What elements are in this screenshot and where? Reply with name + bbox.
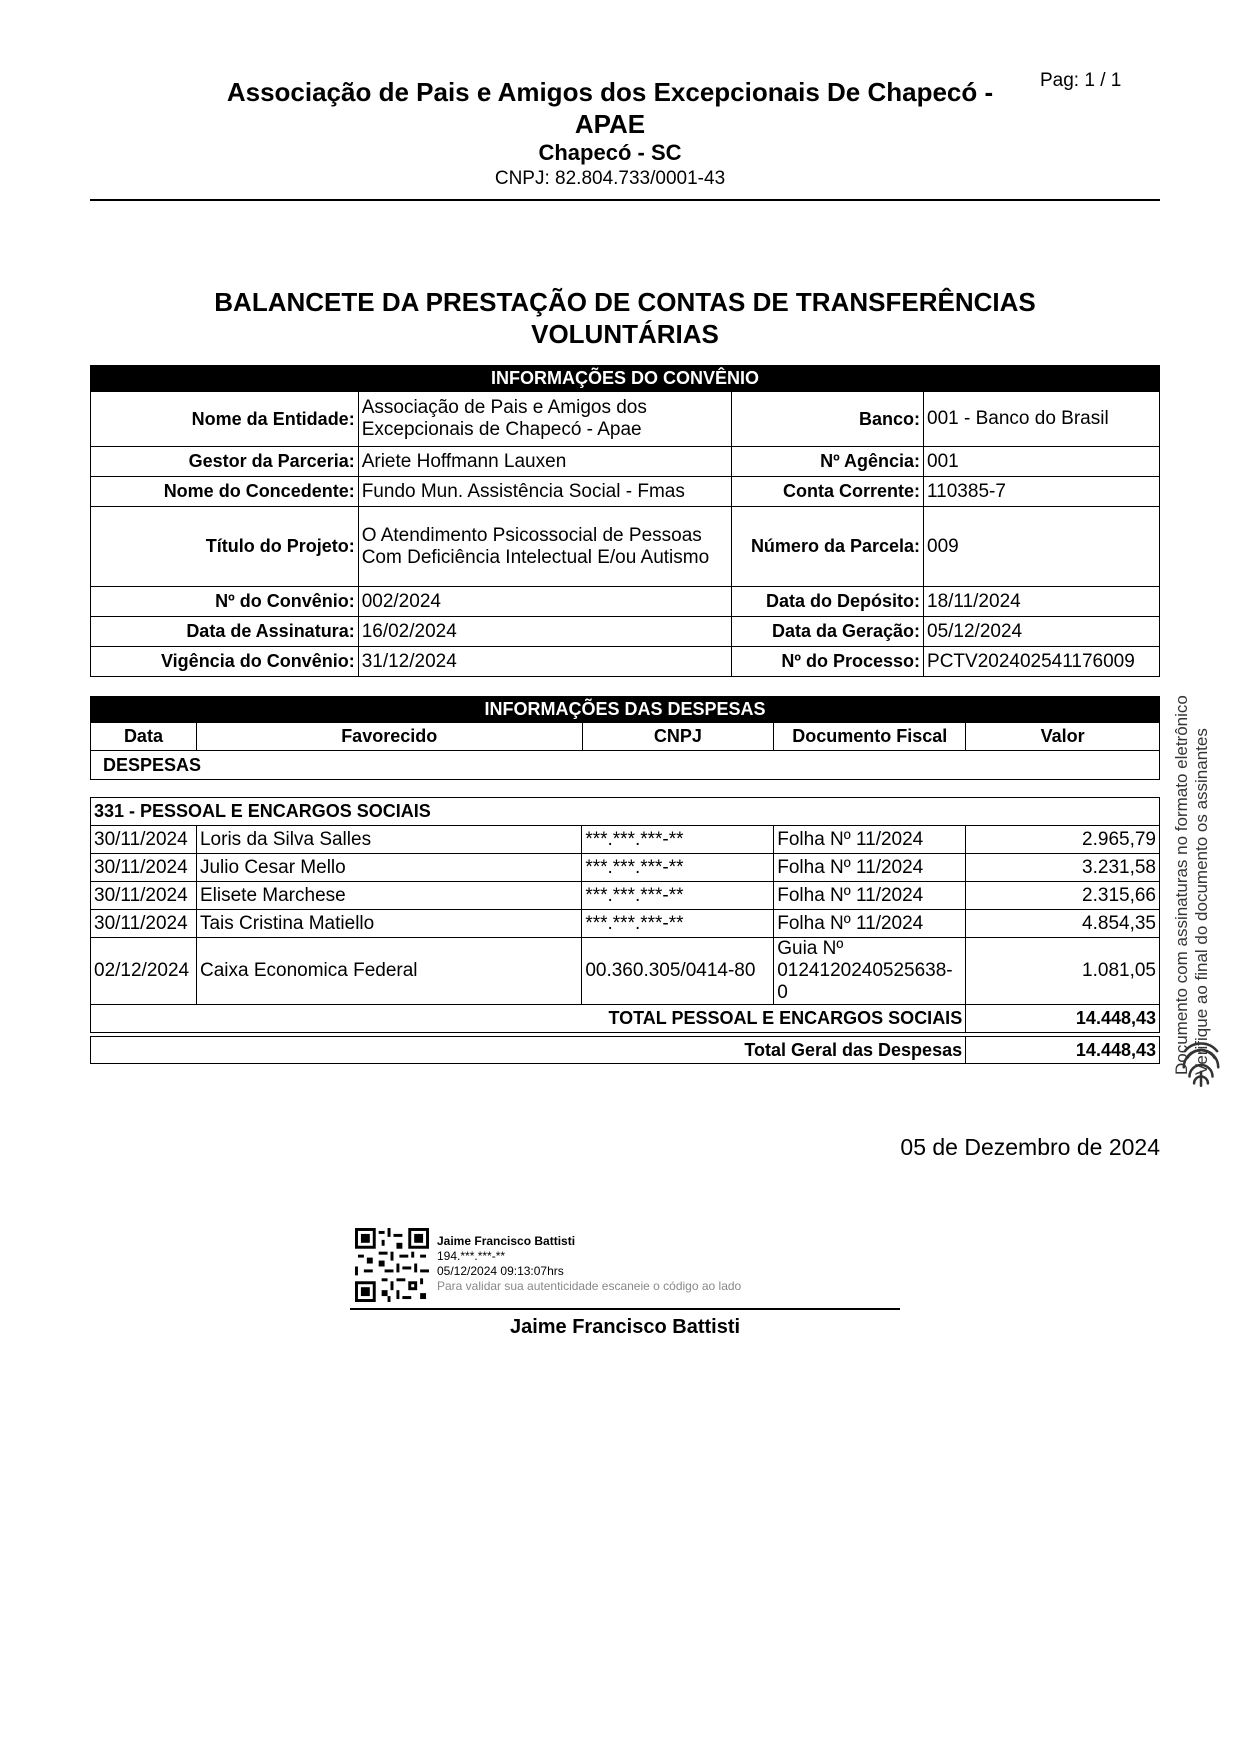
item-doc: Folha Nº 11/2024 <box>774 882 966 910</box>
value-data-deposito: 18/11/2024 <box>924 587 1160 617</box>
item-cnpj: ***.***.***-** <box>582 882 774 910</box>
despesas-header-table <box>90 696 1160 780</box>
organization-title <box>180 76 1040 140</box>
table-row <box>91 647 1160 677</box>
item-doc: Guia Nº 0124120240525638-0 <box>774 938 966 1005</box>
city: Chapecó - SC <box>538 140 682 165</box>
label-data-assinatura: Data de Assinatura: <box>91 617 359 647</box>
column-header-row <box>91 723 1160 751</box>
value-conta: 110385-7 <box>924 477 1160 507</box>
label-titulo-projeto: Título do Projeto: <box>91 507 359 587</box>
table-row <box>91 477 1160 507</box>
validation-note: Para validar sua autenticidade escaneie o código ao lado <box>437 1279 742 1293</box>
value-concedente: Fundo Mun. Assistência Social - Fmas <box>358 477 732 507</box>
convenio-table <box>90 365 1160 677</box>
label-conta: Conta Corrente: <box>732 477 924 507</box>
item-cnpj: ***.***.***-** <box>582 854 774 882</box>
value-titulo-projeto: O Atendimento Psicossocial de Pessoas Com Deficiência Intelectual E/ou Autismo <box>358 507 732 587</box>
label-processo: Nº do Processo: <box>732 647 924 677</box>
item-date: 30/11/2024 <box>91 882 197 910</box>
label-gestor: Gestor da Parceria: <box>91 447 359 477</box>
electronic-signature-notice <box>1172 695 1212 1075</box>
item-value: 4.854,35 <box>966 910 1160 938</box>
table-row <box>91 617 1160 647</box>
item-date: 30/11/2024 <box>91 854 197 882</box>
item-payee: Loris da Silva Salles <box>196 826 581 854</box>
doc-title-line2: VOLUNTÁRIAS <box>531 319 719 349</box>
label-data-geracao: Data da Geração: <box>732 617 924 647</box>
group-total-label: TOTAL PESSOAL E ENCARGOS SOCIAIS <box>91 1005 966 1033</box>
item-value: 1.081,05 <box>966 938 1160 1005</box>
item-value: 2.965,79 <box>966 826 1160 854</box>
org-title-line2: APAE <box>574 109 646 139</box>
document-date: 05 de Dezembro de 2024 <box>900 1134 1160 1160</box>
table-row <box>91 507 1160 587</box>
item-cnpj: 00.360.305/0414-80 <box>582 938 774 1005</box>
convenio-section-title: INFORMAÇÕES DO CONVÊNIO <box>91 366 1160 392</box>
table-row <box>91 854 1160 882</box>
table-row <box>91 826 1160 854</box>
item-value: 2.315,66 <box>966 882 1160 910</box>
side-stamp-line2: Verifique ao final do documento os assinantes <box>1192 728 1211 1075</box>
item-doc: Folha Nº 11/2024 <box>774 910 966 938</box>
value-vigencia: 31/12/2024 <box>358 647 732 677</box>
despesas-label: DESPESAS <box>91 751 1160 780</box>
header-divider <box>90 199 1160 201</box>
table-row <box>91 447 1160 477</box>
item-payee: Julio Cesar Mello <box>196 854 581 882</box>
label-vigencia: Vigência do Convênio: <box>91 647 359 677</box>
table-row <box>91 392 1160 447</box>
label-data-deposito: Data do Depósito: <box>732 587 924 617</box>
header-cnpj: CNPJ: 82.804.733/0001-43 <box>494 168 726 189</box>
item-date: 30/11/2024 <box>91 826 197 854</box>
value-agencia: 001 <box>924 447 1160 477</box>
value-gestor: Ariete Hoffmann Lauxen <box>358 447 732 477</box>
table-row <box>91 938 1160 1005</box>
label-parcela: Número da Parcela: <box>732 507 924 587</box>
group-title: 331 - PESSOAL E ENCARGOS SOCIAIS <box>91 798 1160 826</box>
signature-line <box>350 1308 900 1310</box>
qr-code-icon[interactable] <box>355 1228 429 1302</box>
signer-name: Jaime Francisco Battisti <box>509 1316 741 1338</box>
column-header-favorecido: Favorecido <box>196 723 582 751</box>
value-banco: 001 - Banco do Brasil <box>924 392 1160 447</box>
item-payee: Tais Cristina Matiello <box>196 910 581 938</box>
grand-total-label: Total Geral das Despesas <box>91 1037 966 1064</box>
signature-datetime: 05/12/2024 09:13:07hrs <box>437 1264 564 1278</box>
item-date: 02/12/2024 <box>91 938 197 1005</box>
value-parcela: 009 <box>924 507 1160 587</box>
group-total-value: 14.448,43 <box>966 1005 1160 1033</box>
org-title-line1: Associação de Pais e Amigos dos Excepcionais De Chapecó - <box>226 77 994 107</box>
column-header-cnpj: CNPJ <box>582 723 774 751</box>
value-nome-entidade: Associação de Pais e Amigos dos Excepcionais de Chapecó - Apae <box>358 392 732 447</box>
signer-name-small: Jaime Francisco Battisti <box>437 1234 576 1248</box>
item-payee: Caixa Economica Federal <box>196 938 581 1005</box>
despesas-group-table <box>90 797 1160 1033</box>
item-doc: Folha Nº 11/2024 <box>774 854 966 882</box>
page-number: Pag: 1 / 1 <box>1040 70 1122 91</box>
grand-total-table <box>90 1036 1160 1064</box>
label-concedente: Nome do Concedente: <box>91 477 359 507</box>
value-data-assinatura: 16/02/2024 <box>358 617 732 647</box>
column-header-valor: Valor <box>966 723 1160 751</box>
column-header-documento: Documento Fiscal <box>774 723 966 751</box>
item-payee: Elisete Marchese <box>196 882 581 910</box>
signature-stamp <box>437 1234 741 1294</box>
side-stamp-line1: Documento com assinaturas no formato eletrônico <box>1172 695 1191 1075</box>
item-cnpj: ***.***.***-** <box>582 826 774 854</box>
label-banco: Banco: <box>732 392 924 447</box>
grand-total-value: 14.448,43 <box>966 1037 1160 1064</box>
table-row <box>91 910 1160 938</box>
table-row <box>91 587 1160 617</box>
item-cnpj: ***.***.***-** <box>582 910 774 938</box>
item-date: 30/11/2024 <box>91 910 197 938</box>
label-convenio-num: Nº do Convênio: <box>91 587 359 617</box>
doc-title-line1: BALANCETE DA PRESTAÇÃO DE CONTAS DE TRANSFERÊNCIAS <box>214 287 1036 317</box>
value-data-geracao: 05/12/2024 <box>924 617 1160 647</box>
table-row <box>91 882 1160 910</box>
document-title <box>90 286 1160 350</box>
value-convenio-num: 002/2024 <box>358 587 732 617</box>
column-header-data: Data <box>91 723 197 751</box>
despesas-section-title: INFORMAÇÕES DAS DESPESAS <box>91 697 1160 723</box>
item-value: 3.231,58 <box>966 854 1160 882</box>
item-doc: Folha Nº 11/2024 <box>774 826 966 854</box>
value-processo: PCTV202402541176009 <box>924 647 1160 677</box>
label-nome-entidade: Nome da Entidade: <box>91 392 359 447</box>
signer-cpf: 194.***.***-** <box>437 1249 506 1263</box>
label-agencia: Nº Agência: <box>732 447 924 477</box>
